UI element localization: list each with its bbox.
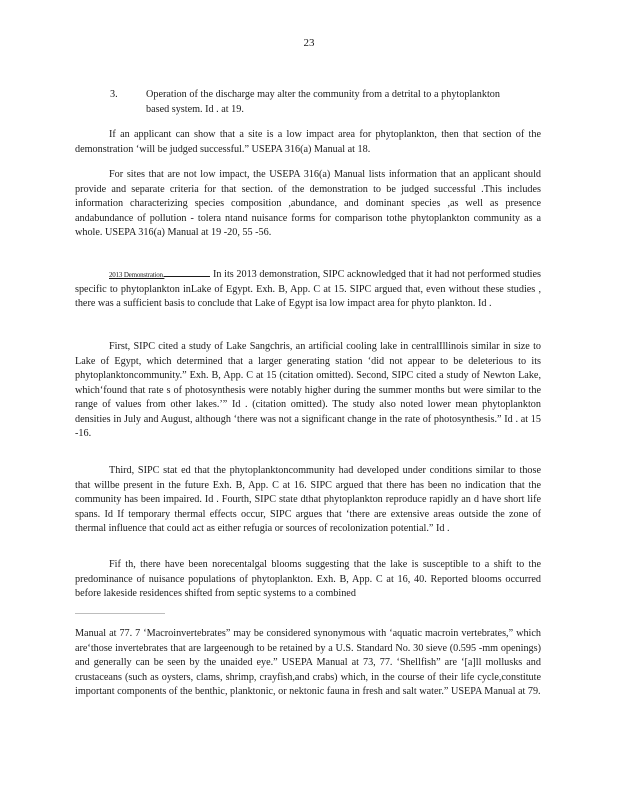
paragraph-low-impact-site: If an applicant can show that a site is a low impact area for phytoplankton, then that section of the demonstration ‘will be judged successful.” USEPA 316(a) Manual at 18. bbox=[75, 129, 541, 155]
paragraph-2013-demonstration bbox=[75, 268, 541, 312]
footnote-separator bbox=[75, 613, 165, 614]
heading-underline bbox=[164, 268, 210, 277]
paragraph-first-lake-sangchris: First, SIPC cited a study of Lake Sangchris, an artificial cooling lake in centralIllinois similar in size to Lake of Egypt, which determined that a larger generating station ‘did not appear to be deleterious to its phytoplanktoncommunity.” Exh. B, App. C at 15 (citation omitted). Second, SIPC cited a study of Newton Lake, which‘found that rate s of photosynthesis were notably higher during the summer months but were similar to the range of values from other lakes.’” Id . (citation omitted). The study also noted lower mean phytoplankton densities in July and August, although ‘there was not a significant change in the rate of photosynthesis.” Id . at 15 -16. bbox=[75, 341, 541, 439]
list-item-number: 3. bbox=[110, 89, 118, 100]
page-number: 23 bbox=[303, 37, 315, 49]
list-item-3 bbox=[110, 88, 500, 117]
paragraph-third-fourth: Third, SIPC stat ed that the phytoplanktoncommunity had developed under conditions similar to those that willbe present in the future Exh. B, App. C at 16. SIPC argued that there has been no indication that the community has been impaired. Id . Fourth, SIPC state dthat phytoplankton reproduce rapidly an d have short life spans. Id If temporary thermal effects occur, SIPC argues that ‘there are extensive areas outside the zone of thermal influence that could act as either refugia or sources of recolonization potential.” Id . bbox=[75, 465, 541, 534]
section-heading: 2013 Demonstration. bbox=[109, 271, 165, 279]
paragraph-not-low-impact: For sites that are not low impact, the USEPA 316(a) Manual lists information that an applicant should provide and separate criteria for that section. of the demonstration to be judged successful .This includes information characterizing species composition ,abundance, and dominant species ,as well as presence andabundance of pollution - tolera ntand nuisance forms for comparison tothe phytoplankton community as a whole. USEPA 316(a) Manual at 19 -20, 55 -56. bbox=[75, 169, 541, 238]
paragraph-fifth-algal-blooms: Fif th, there have been norecentalgal blooms suggesting that the lake is susceptible to a shift to the predominance of nuisance populations of phytoplankton. Exh. B, App. C at 16, 40. Reported blooms occurred before lakeside residences shifted from septic systems to a combined bbox=[75, 559, 541, 599]
footnote: Manual at 77. 7 ‘Macroinvertebrates” may be considered synonymous with ‘aquatic macroin vertebrates,” which are‘those invertebrates that are largeenough to be retained by a U.S. Standard No. 30 sieve (0.595 -mm openings) and generally can be seen by the unaided eye.” USEPA Manual at 73, 77. ‘Shellfish” are ‘[a]ll mollusks and crustaceans (such as oysters, clams, shrimp, crayfish,and crabs) which, in the course of their life cycle,constitute important components of the benthic, planktonic, or nektonic fauna in fresh and salt water.” USEPA Manual at 79. bbox=[75, 628, 541, 697]
paragraph-2013-body: In its 2013 demonstration, SIPC acknowledged that it had not performed studies specific to phytoplankton inLake of Egypt. Exh. B, App. C at 15. SIPC argued that, even without these studies , there was a sufficient basis to conclude that Lake of Egypt isa low impact area for phyto plankton. Id . bbox=[75, 269, 541, 309]
list-item-text: Operation of the discharge may alter the community from a detrital to a phytoplankton based system. Id . at 19. bbox=[146, 89, 500, 115]
